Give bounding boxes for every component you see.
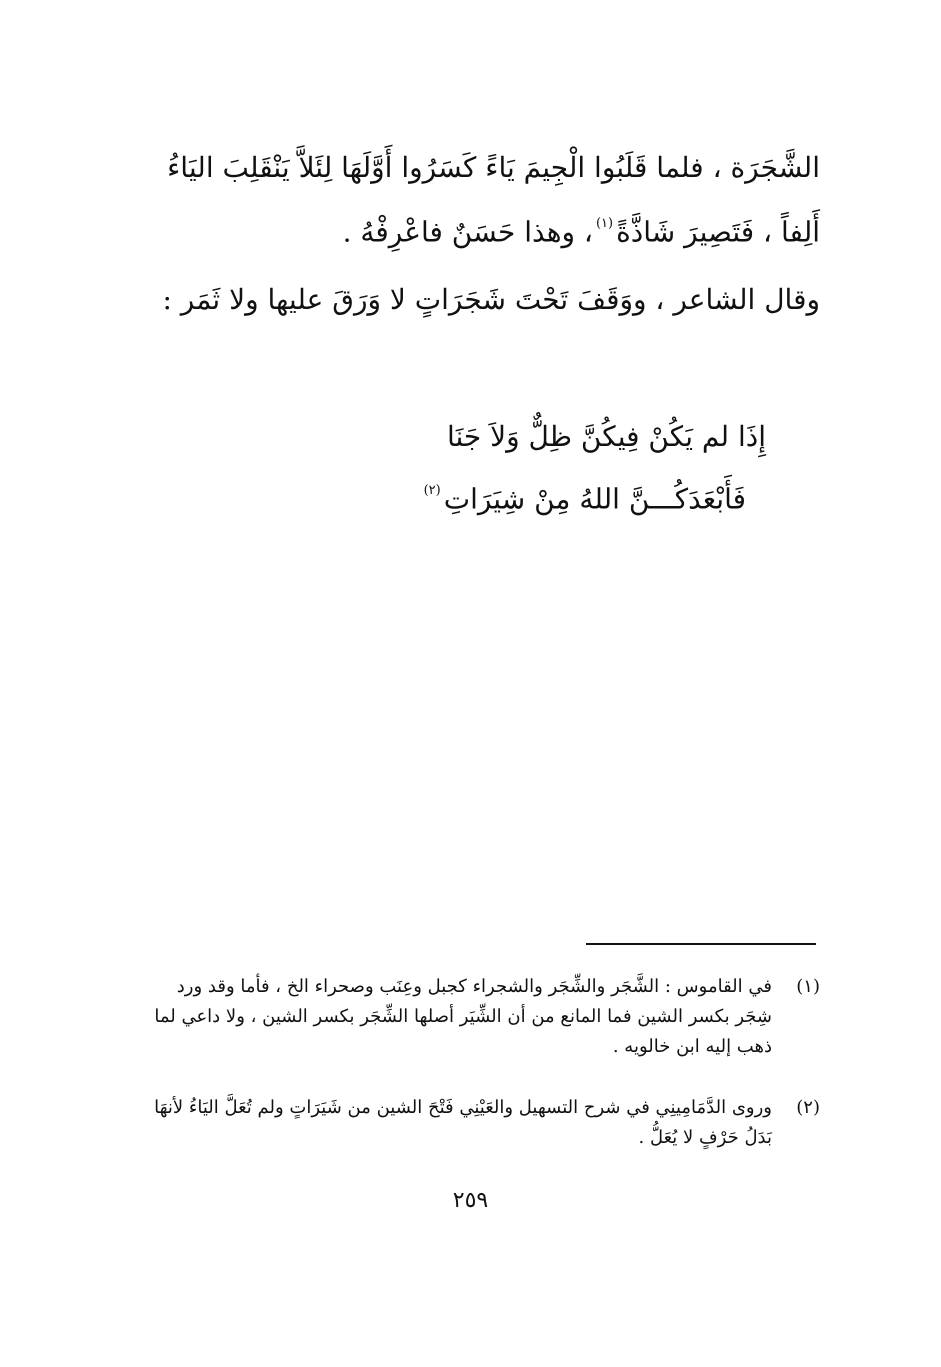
- verse-line-1-text: إِذَا لم يَكُنْ فِيكُنَّ ظِلٌّ وَلاَ جَنَا: [446, 420, 766, 453]
- footnote-2-number: (٢): [796, 1097, 820, 1118]
- footnote-1-number: (١): [796, 976, 820, 997]
- footnote-1: [140, 972, 820, 1062]
- footnote-2: [140, 1093, 820, 1153]
- verse-line-1: [447, 412, 766, 462]
- page-number: ٢٥٩: [452, 1188, 489, 1213]
- footnote-marker-1: (١): [595, 216, 614, 231]
- verse-line-2-text: فَأَبْعَدَكُـــنَّ اللهُ مِنْ شِيَرَاتِ: [443, 482, 746, 516]
- footnote-separator: [586, 943, 816, 945]
- paragraph-2-text: وقال الشاعر ، ووَقَفَ تَحْتَ شَجَرَاتٍ لا وَرَقَ عليها ولا ثَمَر :: [162, 283, 820, 316]
- footnote-marker-2: (٢): [423, 483, 441, 498]
- body-paragraph-1: [140, 138, 820, 262]
- footnote-1-text: في القاموس : الشَّجَر والشِّجَر والشجراء كجبل وعِنَب وصحراء الخ ، فأما وقد ورد شِجَر بكسر الشين فما المانع من أن الشِّيَر أصلها الشِّجَر بكسر الشين ، ولا داعي لما ذهب إليه ابن خالويه .: [154, 976, 772, 1057]
- body-paragraph-2: [140, 270, 820, 330]
- paragraph-1-text: الشَّجَرَة ، فلما قَلَبُوا الْجِيمَ يَاءً كَسَرُوا أَوَّلَهَا لِئَلاَّ يَنْقَلِبَ اليَاءُ أَلِفاً ، فَتَصِيرَ شَاذَّةً: [167, 151, 820, 249]
- footnote-2-text: وروى الدَّمَامِينِي في شرح التسهيل والعَيْنِي فَتْحَ الشين من شَيَرَاتٍ ولم تُعَلَّ اليَاءُ لأنهَا بَدَلُ حَرْفٍ لا يُعَلُّ .: [154, 1097, 772, 1148]
- paragraph-1-text-end: ، وهذا حَسَنٌ فاعْرِفْهُ .: [342, 215, 593, 249]
- verse-line-2: [421, 470, 746, 524]
